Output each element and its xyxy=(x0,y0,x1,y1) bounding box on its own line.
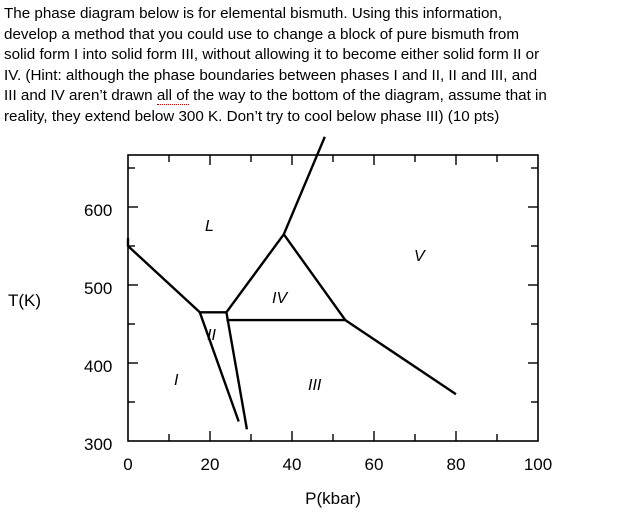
question-line-1: The phase diagram below is for elemental bismuth. Using this information, xyxy=(4,5,503,22)
axis-ticks xyxy=(128,155,538,441)
plot-frame xyxy=(128,155,538,441)
phase-boundary-4 xyxy=(226,312,247,429)
x-tick-label-0: 0 xyxy=(123,455,133,474)
question-line-6: reality, they extend below 300 K. Don’t try to cool below phase III) (10 pts) xyxy=(4,107,500,125)
phase-label-II: II xyxy=(207,327,216,344)
question-line-3: solid form I into solid form III, without allowing it to become either solid form II or xyxy=(4,46,540,63)
phase-boundary-1 xyxy=(128,238,200,312)
y-tick-label-300: 300 xyxy=(84,435,113,454)
question-line-5-end: the way to the bottom of the diagram, assume that in xyxy=(188,87,547,104)
phase-label-V: V xyxy=(414,248,425,265)
x-axis-label: P(kbar) xyxy=(305,489,361,508)
x-tick-label-20: 20 xyxy=(200,455,220,474)
phase-boundary-3 xyxy=(200,312,239,421)
phase-label-L: L xyxy=(205,218,214,235)
y-tick-label-400: 400 xyxy=(84,357,113,376)
y-tick-label-500: 500 xyxy=(84,279,113,298)
spellcheck-underlined-text: all of xyxy=(156,87,189,104)
phase-label-I: I xyxy=(174,372,179,389)
question-line-2: develop a method that you could use to change a block of pure bismuth from xyxy=(4,25,520,43)
phase-boundary-8 xyxy=(284,137,325,235)
phase-label-III: III xyxy=(308,377,322,394)
x-tick-label-40: 40 xyxy=(282,455,302,474)
phase-boundary-7 xyxy=(284,234,346,320)
phase-boundary-9 xyxy=(345,320,456,394)
question-line-5-start: III and IV aren’t drawn xyxy=(4,87,157,104)
phase-label-IV: IV xyxy=(272,290,288,307)
y-tick-label-600: 600 xyxy=(84,201,113,220)
y-axis-label: T(K) xyxy=(8,291,42,310)
question-line-4: IV. (Hint: although the phase boundaries between phases I and II, II and III, and xyxy=(4,66,538,84)
x-tick-label-100: 100 xyxy=(523,455,553,474)
x-tick-label-80: 80 xyxy=(446,455,466,474)
x-tick-label-60: 60 xyxy=(364,455,384,474)
